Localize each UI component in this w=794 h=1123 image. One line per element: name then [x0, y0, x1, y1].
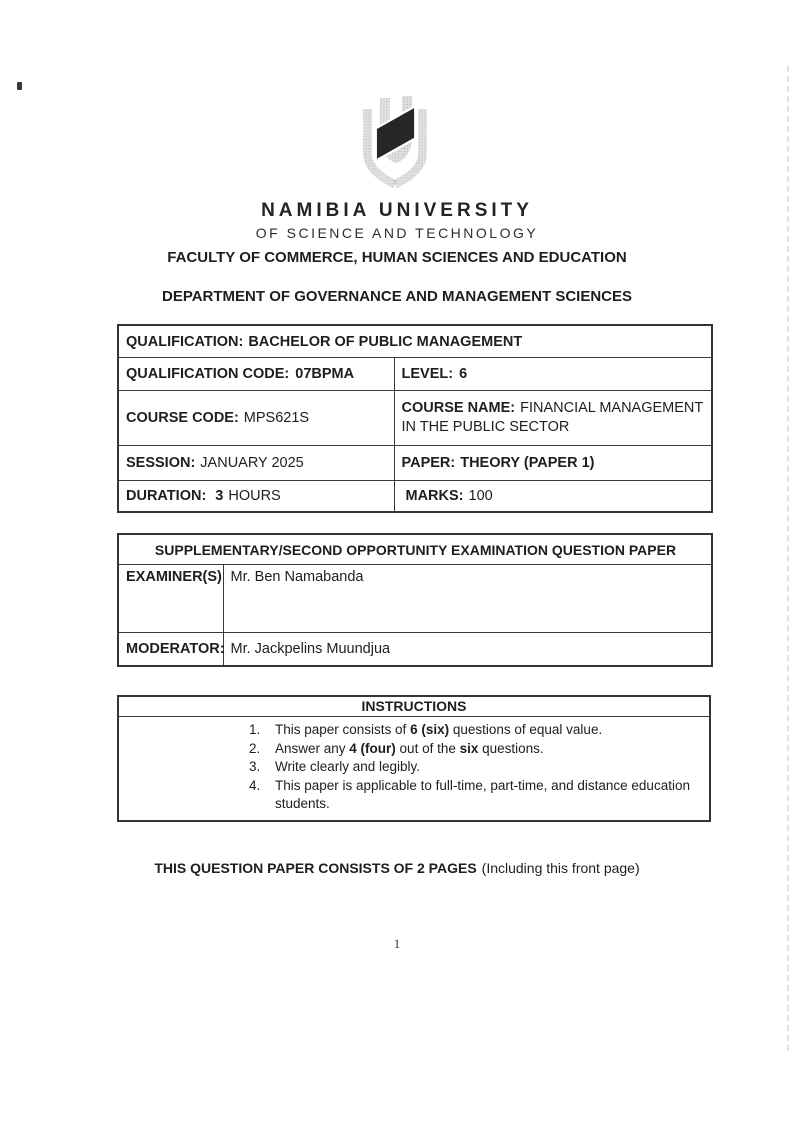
- nust-shield-logo-icon: [358, 95, 432, 191]
- instruction-item: [249, 740, 701, 759]
- duration-unit: HOURS: [228, 488, 281, 504]
- table-row: [118, 446, 712, 481]
- marks-cell: [394, 481, 712, 513]
- marks-value: 100: [468, 488, 493, 504]
- table-row: [118, 391, 712, 446]
- table-row: [118, 633, 712, 667]
- moderator-label: MODERATOR:: [118, 633, 223, 667]
- course-name-cell: [394, 391, 712, 446]
- course-code-value: MPS621S: [243, 409, 310, 426]
- level-label: LEVEL:: [401, 366, 454, 382]
- page-count-bold: THIS QUESTION PAPER CONSISTS OF 2 PAGES: [154, 860, 477, 876]
- course-name-value: FINANCIAL MANAGEMENT IN THE PUBLIC SECTOR: [401, 400, 703, 435]
- faculty-heading: FACULTY OF COMMERCE, HUMAN SCIENCES AND EDUCATION: [167, 249, 627, 266]
- level-value: 6: [459, 366, 468, 382]
- instruction-number: 2.: [249, 740, 261, 756]
- exam-session-table: [117, 533, 713, 667]
- course-name-label: COURSE NAME:: [401, 400, 516, 416]
- qualification-code-cell: [118, 358, 394, 391]
- instruction-item: [249, 758, 701, 777]
- instruction-text: This paper consists of 6 (six) questions of equal value.: [275, 722, 603, 737]
- instruction-number: 4.: [249, 777, 261, 793]
- duration-cell: [118, 481, 394, 513]
- table-row: [118, 565, 712, 633]
- course-code-label: COURSE CODE:: [126, 409, 239, 426]
- page-count-note: (Including this front page): [481, 860, 640, 876]
- instruction-number: 3.: [249, 759, 261, 774]
- course-info-table: [117, 324, 713, 513]
- paper-cell: [394, 446, 712, 481]
- university-subname: OF SCIENCE AND TECHNOLOGY: [255, 225, 539, 241]
- qualification-value: BACHELOR OF PUBLIC MANAGEMENT: [248, 333, 523, 350]
- page-count-statement: [0, 860, 794, 876]
- qualification-code-value: 07BPMA: [295, 366, 355, 382]
- instructions-title: INSTRUCTIONS: [119, 697, 709, 717]
- qualification-code-label: QUALIFICATION CODE:: [126, 366, 290, 382]
- qualification-cell: [118, 325, 712, 358]
- instructions-list: [119, 717, 709, 820]
- instruction-text: This paper is applicable to full-time, part-time, and distance education students.: [275, 777, 690, 811]
- paper-value: THEORY (PAPER 1): [460, 455, 595, 471]
- paper-label: PAPER:: [401, 455, 456, 471]
- instruction-text: Answer any 4 (four) out of the six questions.: [275, 740, 544, 756]
- qualification-label: QUALIFICATION:: [126, 333, 244, 350]
- examiner-value: Mr. Ben Namabanda: [223, 565, 712, 633]
- table-row: [118, 358, 712, 391]
- table-row: [118, 481, 712, 513]
- level-cell: [394, 358, 712, 391]
- page-number: 1: [393, 936, 401, 951]
- table-row: [118, 325, 712, 358]
- instruction-item: [249, 777, 701, 814]
- instructions-box: [117, 695, 711, 822]
- session-cell: [118, 446, 394, 481]
- exam-paper-title: SUPPLEMENTARY/SECOND OPPORTUNITY EXAMINATION QUESTION PAPER: [118, 534, 712, 565]
- instruction-item: [249, 721, 701, 740]
- department-heading: DEPARTMENT OF GOVERNANCE AND MANAGEMENT SCIENCES: [161, 288, 633, 305]
- marks-label: MARKS:: [405, 488, 464, 504]
- session-label: SESSION:: [126, 455, 196, 471]
- scan-speck-artifact: [17, 82, 22, 90]
- duration-number: 3: [215, 488, 224, 504]
- instruction-number: 1.: [249, 722, 261, 737]
- course-code-cell: [118, 391, 394, 446]
- duration-label: DURATION:: [126, 488, 207, 504]
- examiner-label: EXAMINER(S): [118, 565, 223, 633]
- instruction-text: Write clearly and legibly.: [275, 759, 421, 774]
- university-name: NAMIBIA UNIVERSITY: [261, 200, 533, 221]
- moderator-value: Mr. Jackpelins Muundjua: [223, 633, 712, 667]
- session-value: JANUARY 2025: [200, 455, 304, 471]
- table-row: [118, 534, 712, 565]
